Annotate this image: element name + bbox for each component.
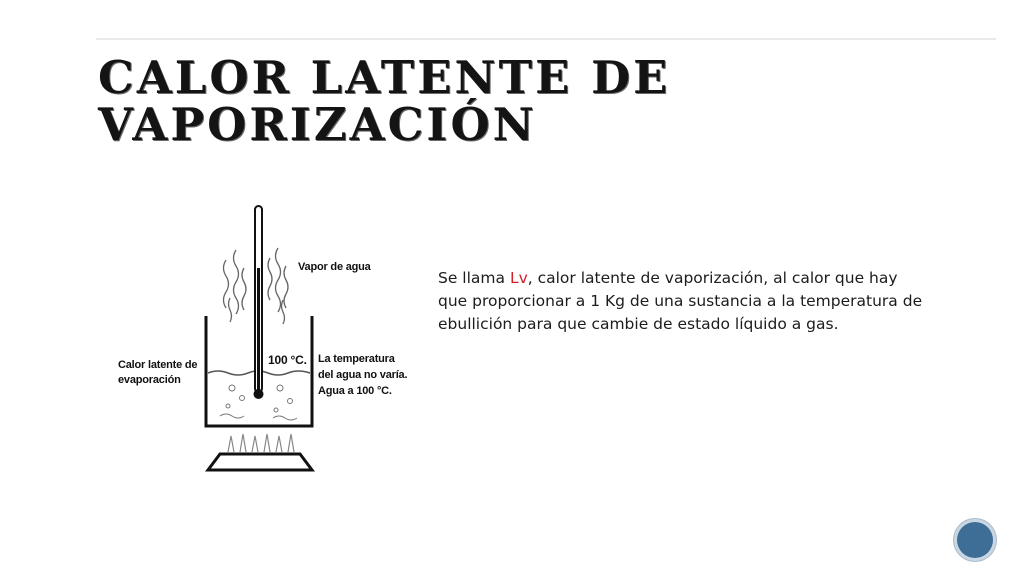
lv-highlight: Lv bbox=[509, 269, 528, 287]
slide-title: CALOR LATENTE DE VAPORIZACIÓN bbox=[98, 51, 671, 151]
flames bbox=[228, 434, 294, 452]
thermometer bbox=[254, 206, 264, 399]
page-number-badge bbox=[957, 522, 993, 558]
vaporization-diagram bbox=[108, 198, 408, 478]
definition-text bbox=[438, 267, 928, 336]
label-vapor: Vapor de agua bbox=[298, 261, 371, 273]
diagram-drawing bbox=[108, 198, 408, 478]
label-latent-heat: Calor latente de evaporación bbox=[118, 359, 198, 386]
definition-intro: Se llama bbox=[438, 269, 510, 287]
label-temperature: 100 °C. bbox=[268, 353, 307, 367]
top-rule bbox=[96, 38, 996, 40]
burner bbox=[208, 454, 312, 470]
label-water-note: La temperatura del agua no varía. Agua a 100 °C. bbox=[318, 353, 408, 397]
definition-rest: , calor latente de vaporización, al calor que hay que proporcionar a 1 Kg de una sustancia a la temperatura de ebullición para que cambie de estado líquido a gas. bbox=[438, 269, 923, 333]
